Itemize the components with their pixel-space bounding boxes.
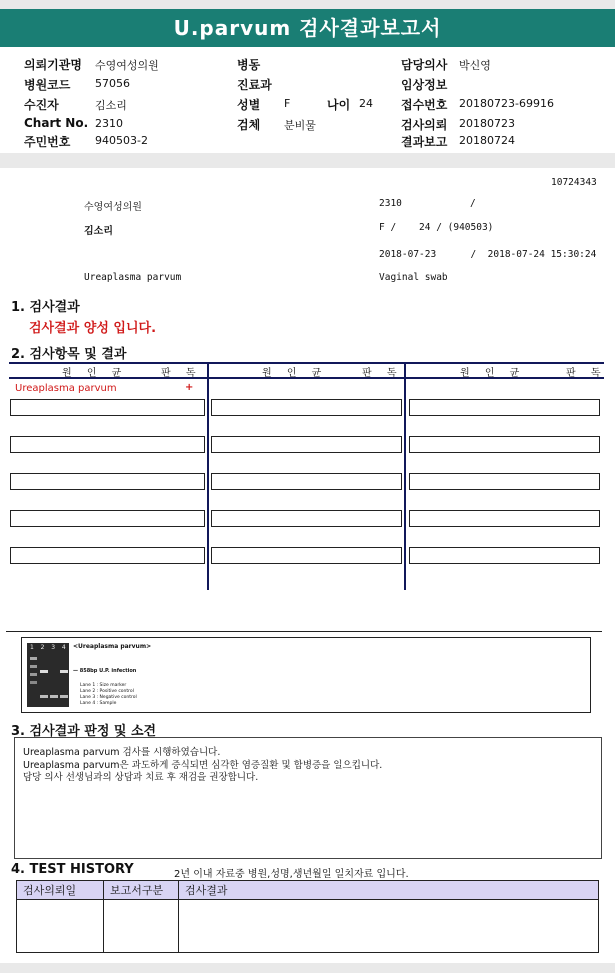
value-report-date: 20180724: [459, 134, 515, 147]
label-ward: 병동: [237, 58, 261, 72]
history-col-report-type: 보고서구분: [104, 881, 179, 900]
gel-band: [30, 681, 37, 684]
opinion-line-1: Ureaplasma parvum 검사를 시행하였습니다.: [23, 747, 221, 758]
label-age: 나이: [327, 98, 351, 112]
result-box: [10, 473, 205, 490]
result-positive: 검사결과 양성 입니다.: [29, 321, 157, 336]
test-history-table: [16, 880, 599, 953]
value-hospital-code: 57056: [95, 77, 130, 90]
result-box: [211, 436, 402, 453]
gel-legend-1: Lane 1 : Size marker: [80, 683, 127, 688]
value-specimen: 분비물: [284, 119, 316, 132]
col-header-organism-3: 원 인 균: [460, 368, 526, 379]
label-clinical-info: 임상정보: [401, 78, 448, 92]
section1-title: 1. 검사결과: [11, 300, 80, 315]
gel-band: [60, 670, 68, 673]
divider-rule: [6, 631, 602, 632]
result-box: [211, 547, 402, 564]
gel-band: [30, 673, 37, 676]
report-hospital: 수영여성의원: [84, 202, 142, 213]
result-box: [409, 510, 600, 527]
gel-legend-2: Lane 2 : Positive control: [80, 689, 134, 694]
value-doctor: 박신영: [459, 59, 491, 72]
table-row: [17, 900, 599, 953]
report-sex-age: F / 24 / (940503): [379, 222, 494, 233]
label-chart-no: Chart No.: [24, 116, 89, 130]
gel-band: [30, 665, 37, 668]
value-age: 24: [359, 97, 373, 110]
result-box: [211, 473, 402, 490]
result-box: [211, 399, 402, 416]
col-header-result-3: 판 독: [566, 368, 607, 379]
label-specimen: 검체: [237, 118, 261, 132]
value-resident-no: 940503-2: [95, 134, 148, 147]
label-receipt-no: 접수번호: [401, 98, 448, 112]
label-doctor: 담당의사: [401, 58, 448, 72]
label-sex: 성별: [237, 98, 261, 112]
report-patient: 김소리: [84, 226, 113, 237]
result-box: [10, 510, 205, 527]
history-note: 2년 이내 자료중 병원,성명,생년월일 일치자료 입니다.: [174, 869, 409, 880]
gel-band: [50, 695, 58, 698]
result-box: [409, 547, 600, 564]
value-chart-no: 2310: [95, 117, 123, 130]
report-title: U.parvum 검사결과보고서: [0, 9, 615, 47]
gel-heading: <Ureaplasma parvum>: [73, 643, 152, 650]
section2-title: 2. 검사항목 및 결과: [11, 347, 127, 362]
gel-band-label: — 858bp U.P. infection: [73, 668, 137, 674]
gel-lane-numbers: 1 2 3 4: [30, 644, 67, 651]
label-patient: 수진자: [24, 98, 59, 112]
gel-band: [30, 657, 37, 660]
label-resident-no: 주민번호: [24, 135, 71, 149]
gel-legend-3: Lane 3 : Negative control: [80, 695, 137, 700]
opinion-line-2: Ureaplasma parvum은 과도하게 증식되면 심각한 염증질환 및 합병증을 일으킵니다.: [23, 760, 383, 771]
history-header-row: [17, 881, 599, 900]
gel-electrophoresis-image: [27, 643, 69, 707]
item-result-positive: +: [185, 382, 194, 393]
value-patient: 김소리: [95, 99, 127, 112]
item-organism-name: Ureaplasma parvum: [15, 383, 117, 394]
label-report-date: 결과보고: [401, 135, 448, 149]
column-divider-2: [404, 362, 406, 590]
gel-band: [40, 670, 48, 673]
label-requesting-org: 의뢰기관명: [24, 58, 82, 72]
label-hospital-code: 병원코드: [24, 78, 71, 92]
result-box: [10, 436, 205, 453]
col-header-organism-2: 원 인 균: [262, 368, 328, 379]
section3-title: 3. 검사결과 판정 및 소견: [11, 724, 157, 739]
value-receipt-no: 20180723-69916: [459, 97, 554, 110]
result-box: [211, 510, 402, 527]
value-requesting-org: 수영여성의원: [95, 59, 159, 72]
history-col-result: 검사결과: [179, 881, 599, 900]
col-header-result-2: 판 독: [362, 368, 403, 379]
history-cell: [17, 900, 104, 953]
value-request-date: 20180723: [459, 117, 515, 130]
history-cell: [104, 900, 179, 953]
patient-info-header: [0, 47, 615, 153]
gel-legend-4: Lane 4 : Sample: [80, 701, 117, 706]
col-header-organism-1: 원 인 균: [62, 368, 128, 379]
history-col-request-date: 검사의뢰일: [17, 881, 104, 900]
result-box: [10, 399, 205, 416]
gel-band: [60, 695, 68, 698]
gel-band: [40, 695, 48, 698]
result-box: [409, 399, 600, 416]
result-box: [409, 473, 600, 490]
col-header-result-1: 판 독: [161, 368, 202, 379]
label-request-date: 검사의뢰: [401, 118, 448, 132]
report-test-name: Ureaplasma parvum: [84, 272, 182, 283]
result-box: [409, 436, 600, 453]
section4-title: 4. TEST HISTORY: [11, 862, 134, 877]
history-cell: [179, 900, 599, 953]
value-sex: F: [284, 97, 291, 110]
report-chart-no: 2310: [379, 198, 402, 209]
column-divider-1: [207, 362, 209, 590]
label-department: 진료과: [237, 78, 272, 92]
report-separator: /: [470, 198, 476, 209]
report-dates: 2018-07-23 / 2018-07-24 15:30:24: [379, 249, 597, 260]
report-specimen: Vaginal swab: [379, 272, 448, 283]
result-box: [10, 547, 205, 564]
opinion-line-3: 담당 의사 선생님과의 상담과 치료 후 재검을 권장합니다.: [23, 772, 259, 783]
report-code: 10724343: [551, 177, 597, 188]
